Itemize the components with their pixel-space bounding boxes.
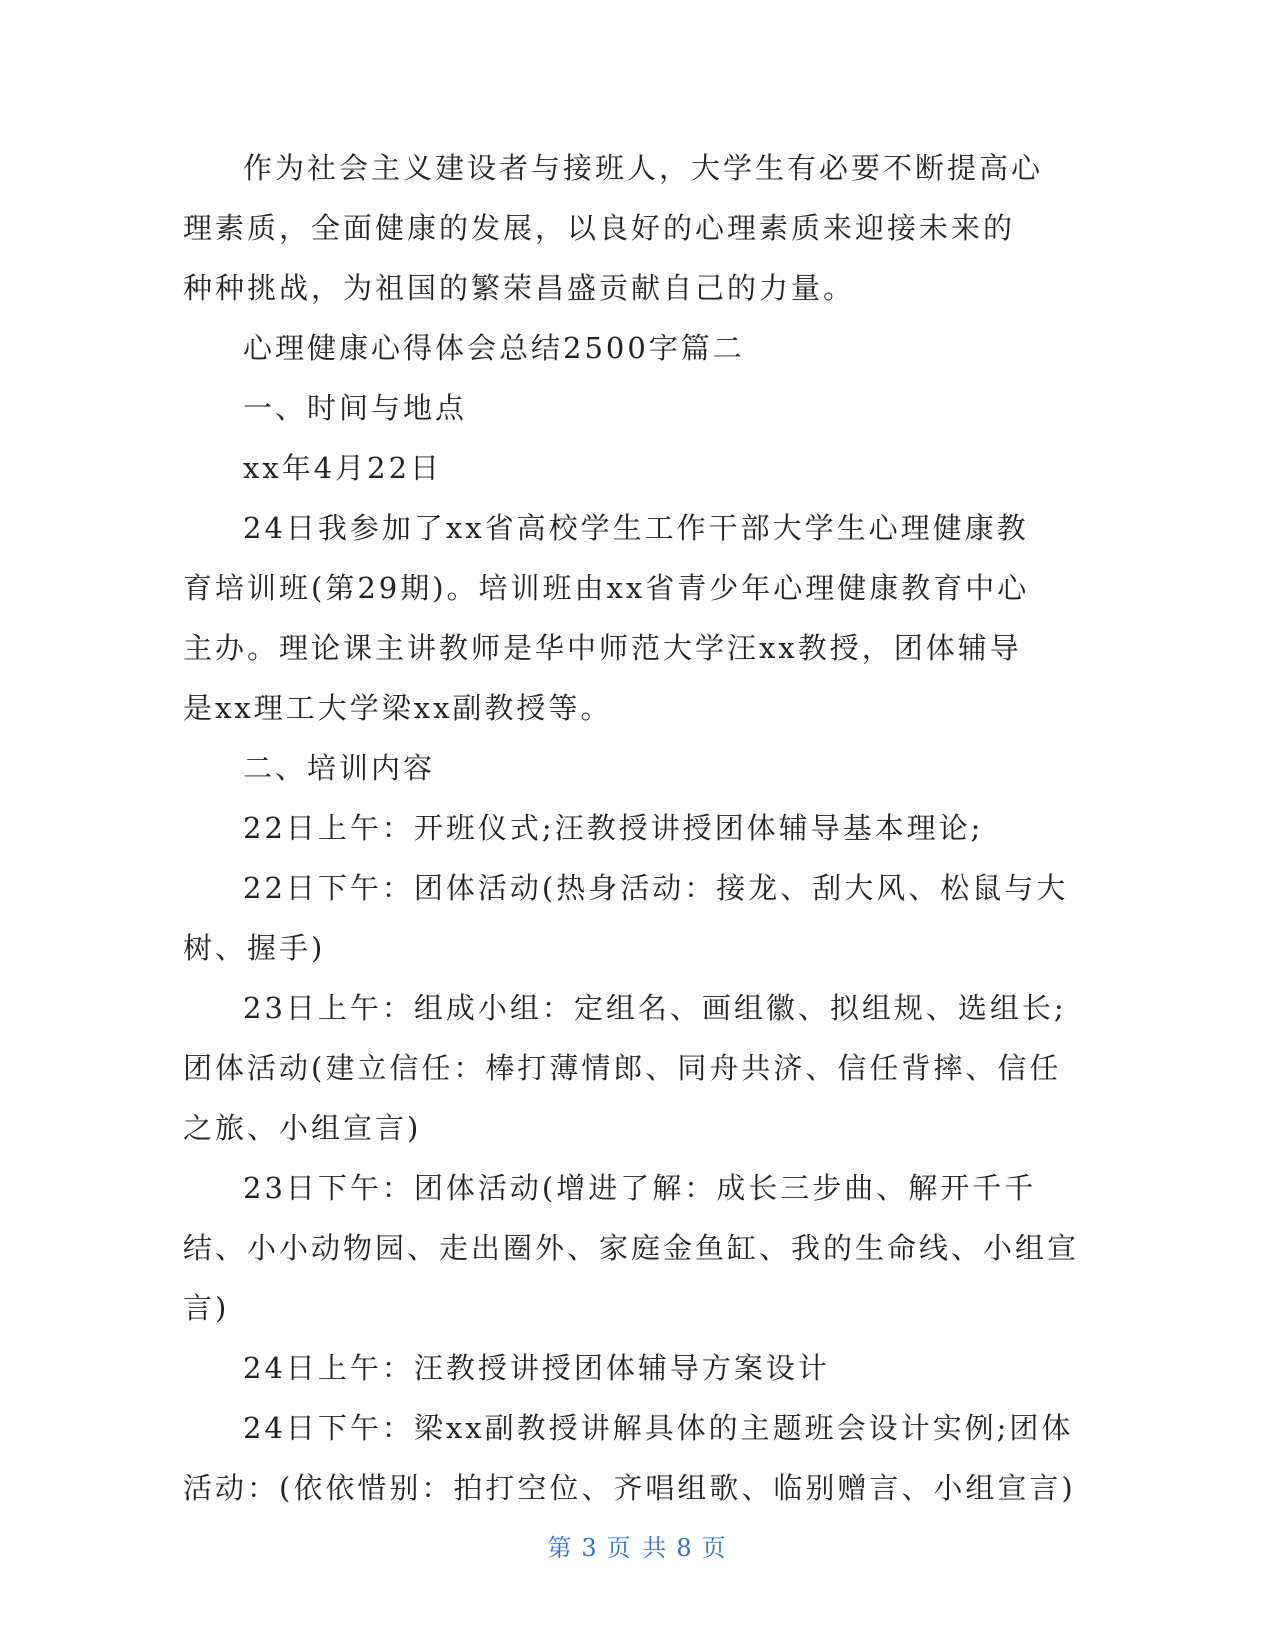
heading-training-content: 二、培训内容: [243, 751, 436, 785]
section-title: 心理健康心得体会总结2500字篇二: [243, 331, 745, 365]
date-line: xx年4月22日: [243, 451, 443, 485]
page-footer: [0, 1528, 1275, 1563]
document-body: [183, 138, 1083, 1518]
total-pages-number: 8: [676, 1534, 694, 1562]
schedule-item: 22日下午：团体活动(热身活动：接龙、刮大风、松鼠与大树、握手): [183, 871, 1069, 965]
footer-suffix: 页: [701, 1534, 728, 1562]
footer-middle: 页 共: [606, 1534, 669, 1562]
schedule-item: 23日上午：组成小组：定组名、画组徽、拟组规、选组长;团体活动(建立信任：棒打薄情郎、同舟共济、信任背摔、信任之旅、小组宣言): [183, 991, 1067, 1145]
schedule-item: 23日下午：团体活动(增进了解：成长三步曲、解开千千结、小小动物园、走出圈外、家庭金鱼缸、我的生命线、小组宣言): [183, 1171, 1080, 1325]
schedule-item: 24日下午：梁xx副教授讲解具体的主题班会设计实例;团体活动：(依依惜别：拍打空位、齐唱组歌、临别赠言、小组宣言): [183, 1411, 1076, 1505]
paragraph-conclusion: 作为社会主义建设者与接班人，大学生有必要不断提高心理素质，全面健康的发展，以良好的心理素质来迎接未来的种种挑战，为祖国的繁荣昌盛贡献自己的力量。: [183, 151, 1044, 305]
paragraph-training-intro: 24日我参加了xx省高校学生工作干部大学生心理健康教育培训班(第29期)。培训班由xx省青少年心理健康教育中心主办。理论课主讲教师是华中师范大学汪xx教授，团体辅导是xx理工大学梁xx副教授等。: [183, 511, 1030, 725]
footer-prefix: 第: [547, 1534, 574, 1562]
schedule-item: 22日上午：开班仪式;汪教授讲授团体辅导基本理论;: [243, 811, 984, 845]
schedule-item: 24日上午：汪教授讲授团体辅导方案设计: [243, 1351, 830, 1385]
current-page-number: 3: [581, 1534, 599, 1562]
heading-time-place: 一、时间与地点: [243, 391, 468, 425]
